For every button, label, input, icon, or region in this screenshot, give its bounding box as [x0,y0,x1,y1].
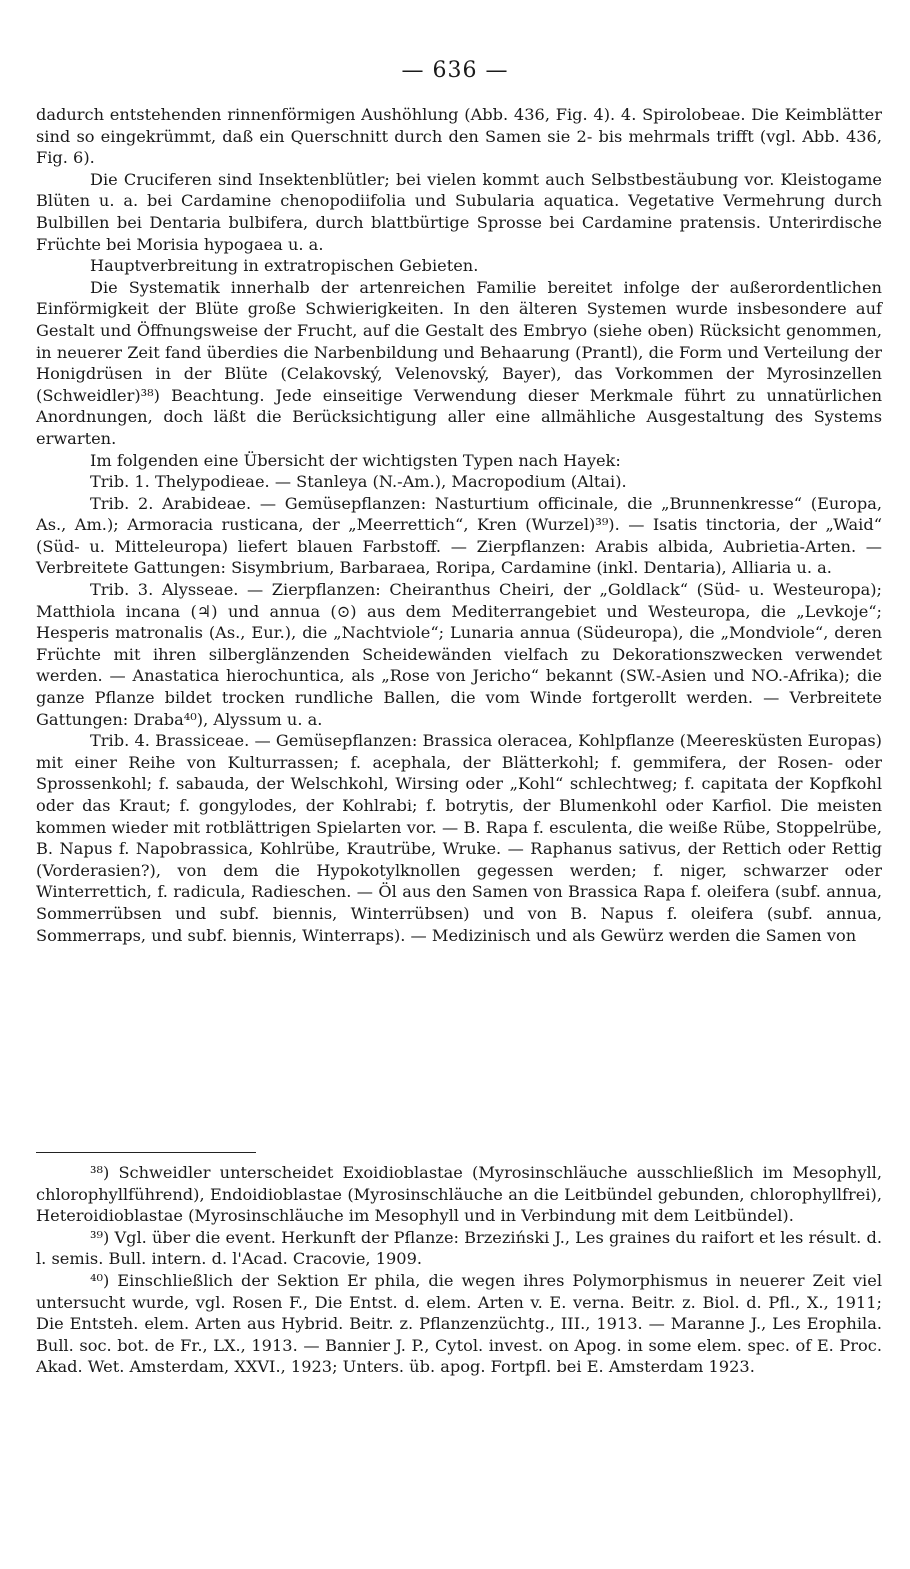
paragraph-trib-1: Trib. 1. Thelypodieae. — Stanleya (N.-Am.), Macropodium (Altai). [90,472,627,492]
footnotes [36,1162,882,1378]
main-text [36,104,882,946]
paragraph-systematics: Die Systematik innerhalb der artenreichen Familie bereitet infolge der außerordentlichen Einförmigkeit der Blüte große Schwierigkeiten. In den älteren Systemen wurde insbesondere auf Gestalt und Öffnungsweise der Frucht, auf die Gestalt des Embryo (siehe oben) Rücksicht genommen, in neuerer Zeit fand überdies die Narbenbildung und Behaarung (Prantl), die Form und Verteilung der Honigdrüsen in der Blüte (Celakovský, Velenovský, Bayer), das Vorkommen der Myrosinzellen (Schweidler)³⁸) Beachtung. Jede einseitige Verwendung dieser Merkmale führt zu unnatürlichen Anordnungen, doch läßt die Berücksichtigung aller eine allmähliche Ausgestaltung des Systems erwarten. [36,277,882,448]
paragraph-distribution: Hauptverbreitung in extratropischen Gebieten. [90,256,479,276]
footnote-39: ³⁹) Vgl. über die event. Herkunft der Pflanze: Brzeziński J., Les graines du raifort et les résult. d. l. semis. Bull. intern. d. l'Acad. Cracovie, 1909. [36,1227,882,1269]
footnote-38: ³⁸) Schweidler unterscheidet Exoidioblastae (Myrosinschläuche ausschließlich im Mesophyll, chlorophyllführend), Endoidioblastae (Myrosinschläuche an die Leitbündel gebunden, chlorophyllfrei), Heteroidioblastae (Myrosinschläuche im Mesophyll und in Verbindung mit dem Leitbündel). [36,1163,882,1226]
page-number: — 636 — [401,58,509,83]
paragraph-trib-2: Trib. 2. Arabideae. — Gemüsepflanzen: Nasturtium officinale, die „Brunnenkresse“ (Europa, As., Am.); Armoracia rusticana, der „Meerrettich“, Kren (Wurzel)³⁹). — Isatis tinctoria, der „Waid“ (Süd- u. Mitteleuropa) liefert blauen Farbstoff. — Zierpflanzen: Arabis albida, Aubrietia-Arten. — Verbreitete Gattungen: Sisymbrium, Barbaraea, Roripa, Cardamine (inkl. Dentaria), Alliaria u. a. [36,493,882,578]
footnote-divider [36,1152,256,1153]
paragraph-trib-3: Trib. 3. Alysseae. — Zierpflanzen: Cheiranthus Cheiri, der „Goldlack“ (Süd- u. Westeuropa); Matthiola incana (♃) und annua (⊙) aus dem Mediterrangebiet und Westeuropa, die „Levkoje“; Hesperis matronalis (As., Eur.), die „Nachtviole“; Lunaria annua (Südeuropa), die „Mondviole“, deren Früchte mit ihren silberglänzenden Scheidewänden vielfach zu Dekorationszwecken verwendet werden. — Anastatica hierochuntica, als „Rose von Jericho“ bekannt (SW.-Asien und NO.-Afrika); die ganze Pflanze bildet trocken rundliche Ballen, die vom Winde fortgerollt werden. — Verbreitete Gattungen: Draba⁴⁰), Alyssum u. a. [36,580,882,729]
paragraph-pollination: Die Cruciferen sind Insektenblütler; bei vielen kommt auch Selbstbestäubung vor. Kleistogame Blüten u. a. bei Cardamine chenopodiifolia und Subularia aquatica. Vegetative Vermehrung durch Bulbillen bei Dentaria bulbifera, durch blattbürtige Sprosse bei Cardamine pratensis. Unterirdische Früchte bei Morisia hypogaea u. a. [36,169,882,254]
footnote-40: ⁴⁰) Einschließlich der Sektion Er phila, die wegen ihres Polymorphismus in neuerer Zeit viel untersucht wurde, vgl. Rosen F., Die Entst. d. elem. Arten v. E. verna. Beitr. z. Biol. d. Pfl., X., 1911; Die Entsteh. elem. Arten aus Hybrid. Beitr. z. Pflanzenzüchtg., III., 1913. — Maranne J., Les Erophila. Bull. soc. bot. de Fr., LX., 1913. — Bannier J. P., Cytol. invest. on Apog. in some elem. spec. of E. Proc. Akad. Wet. Amsterdam, XXVI., 1923; Unters. üb. apog. Fortpfl. bei E. Amsterdam 1923. [36,1270,882,1377]
paragraph-seed-leaves: dadurch entstehenden rinnenförmigen Aushöhlung (Abb. 436, Fig. 4). 4. Spirolobeae. Die Keimblätter sind so eingekrümmt, daß ein Querschnitt durch den Samen sie 2- bis mehrmals trifft (vgl. Abb. 436, Fig. 6). [36,105,882,168]
paragraph-overview-intro: Im folgenden eine Übersicht der wichtigsten Typen nach Hayek: [90,450,621,470]
paragraph-trib-4: Trib. 4. Brassiceae. — Gemüsepflanzen: Brassica oleracea, Kohlpflanze (Meeresküsten Europas) mit einer Reihe von Kulturrassen; f. acephala, der Blätterkohl; f. gemmifera, der Rosen- oder Sprossenkohl; f. sabauda, der Welschkohl, Wirsing oder „Kohl“ schlechtweg; f. capitata der Kopfkohl oder das Kraut; f. gongylodes, der Kohlrabi; f. botrytis, der Blumenkohl oder Karfiol. Die meisten kommen wieder mit rotblättrigen Spielarten vor. — B. Rapa f. esculenta, die weiße Rübe, Stoppelrübe, B. Napus f. Napobrassica, Kohlrübe, Krautrübe, Wruke. — Raphanus sativus, der Rettich oder Rettig (Vorderasien?), von dem die Hypokotylknollen gegessen werden; f. niger, schwarzer oder Winterrettich, f. radicula, Radieschen. — Öl aus den Samen von Brassica Rapa f. oleifera (subf. annua, Sommerrübsen und subf. biennis, Winterrübsen) und von B. Napus f. oleifera (subf. annua, Sommerraps, und subf. biennis, Winterraps). — Medizinisch und als Gewürz werden die Samen von [36,731,882,945]
